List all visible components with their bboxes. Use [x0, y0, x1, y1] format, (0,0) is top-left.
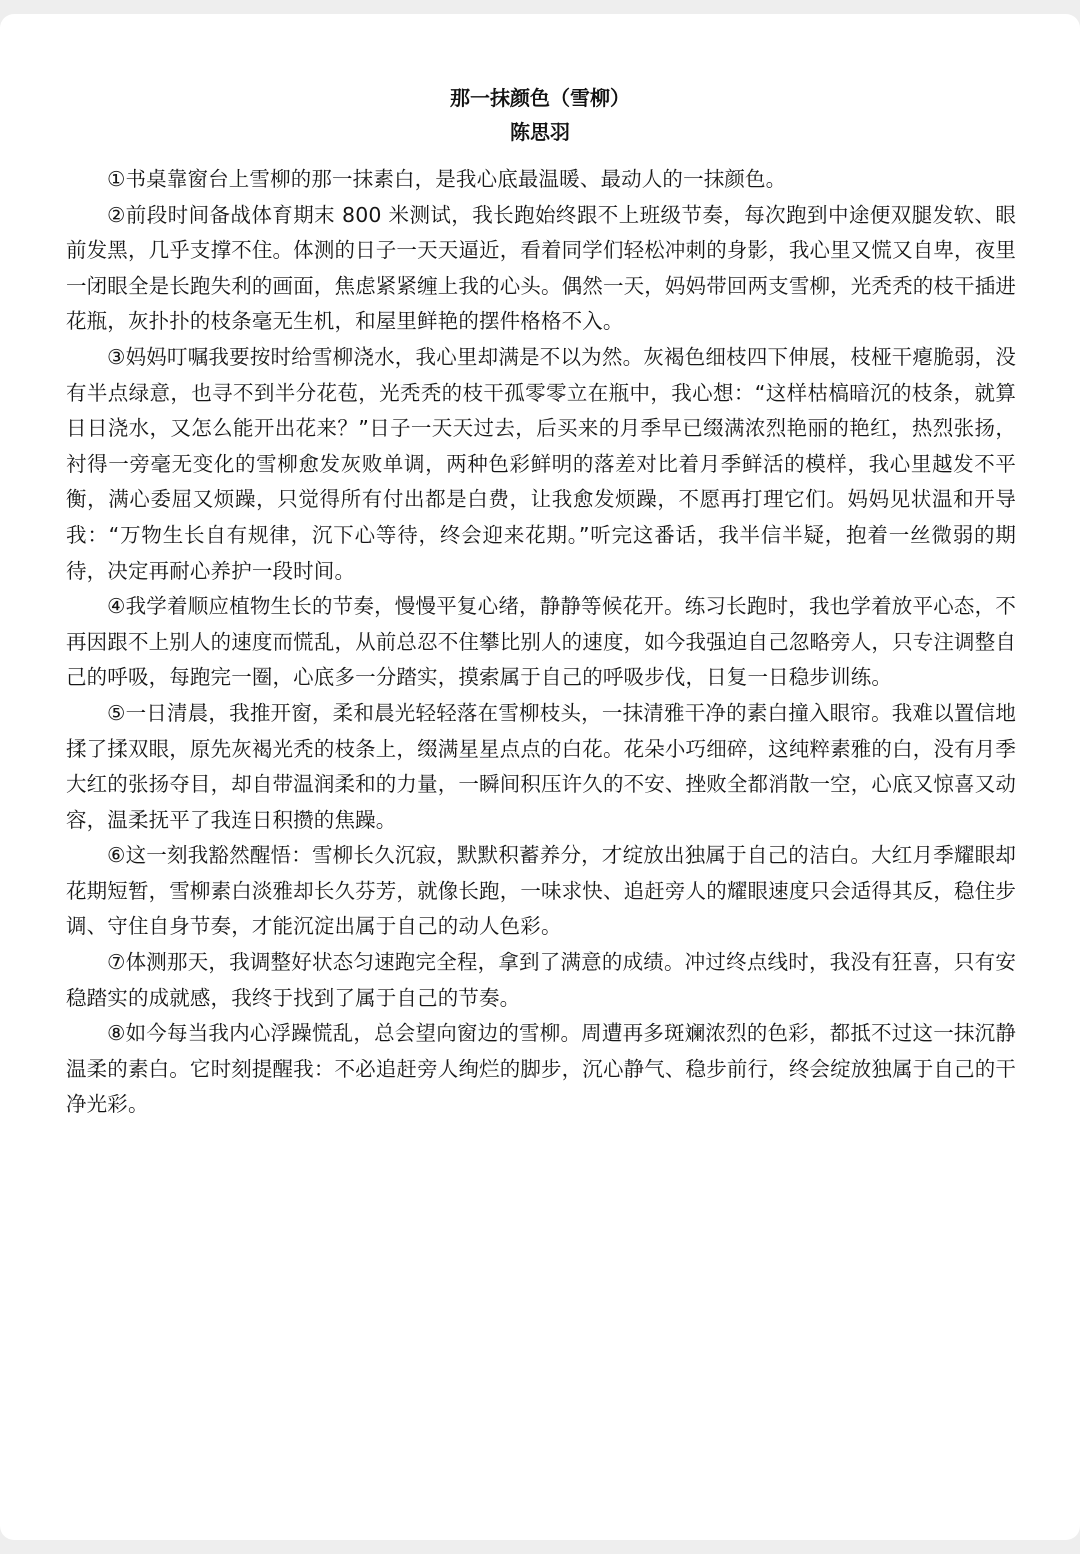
- paragraph-7: ⑦体测那天，我调整好状态匀速跑完全程，拿到了满意的成绩。冲过终点线时，我没有狂喜，只有安稳踏实的成就感，我终于找到了属于自己的节奏。: [66, 950, 1016, 1010]
- paragraph-3: ③妈妈叮嘱我要按时给雪柳浇水，我心里却满是不以为然。灰褐色细枝四下伸展，枝桠干瘪脆弱，没有半点绿意，也寻不到半分花苞，光秃秃的枝干孤零零立在瓶中，我心想：“这样枯槁暗沉的枝条，就算日日浇水，又怎么能开出花来？”日子一天天过去，后买来的月季早已缀满浓烈艳丽的艳红，热烈张扬，衬得一旁毫无变化的雪柳愈发灰败单调，两种色彩鲜明的落差对比着月季鲜活的模样，我心里越发不平衡，满心委屈又烦躁，只觉得所有付出都是白费，让我愈发烦躁，不愿再打理它们。妈妈见状温和开导我：“万物生长自有规律，沉下心等待，终会迎来花期。”听完这番话，我半信半疑，抱着一丝微弱的期待，决定再耐心养护一段时间。: [66, 344, 1016, 583]
- document-author: 陈思羽: [510, 120, 570, 144]
- paragraph-6: ⑥这一刻我豁然醒悟：雪柳长久沉寂，默默积蓄养分，才绽放出独属于自己的洁白。大红月季耀眼却花期短暂，雪柳素白淡雅却长久芬芳，就像长跑，一味求快、追赶旁人的耀眼速度只会适得其反，稳住步调、守住自身节奏，才能沉淀出属于自己的动人色彩。: [66, 843, 1016, 939]
- paragraph-1: ①书桌靠窗台上雪柳的那一抹素白，是我心底最温暖、最动人的一抹颜色。: [107, 167, 787, 191]
- document-body: [66, 162, 1016, 1123]
- paragraph-5: ⑤一日清晨，我推开窗，柔和晨光轻轻落在雪柳枝头，一抹清雅干净的素白撞入眼帘。我难以置信地揉了揉双眼，原先灰褐光秃的枝条上，缀满星星点点的白花。花朵小巧细碎，这纯粹素雅的白，没有月季大红的张扬夺目，却自带温润柔和的力量，一瞬间积压许久的不安、挫败全都消散一空，心底又惊喜又动容，温柔抚平了我连日积攒的焦躁。: [66, 700, 1016, 832]
- document-title: 那一抹颜色（雪柳）: [450, 86, 630, 110]
- paragraph-4: ④我学着顺应植物生长的节奏，慢慢平复心绪，静静等候花开。练习长跑时，我也学着放平心态，不再因跟不上别人的速度而慌乱，从前总忍不住攀比别人的速度，如今我强迫自己忽略旁人，只专注调整自己的呼吸，每跑完一圈，心底多一分踏实，摸索属于自己的呼吸步伐，日复一日稳步训练。: [66, 594, 1016, 690]
- paragraph-2: ②前段时间备战体育期末 800 米测试，我长跑始终跟不上班级节奏，每次跑到中途便双腿发软、眼前发黑，几乎支撑不住。体测的日子一天天逼近，看着同学们轻松冲刺的身影，我心里又慌又自卑，夜里一闭眼全是长跑失利的画面，焦虑紧紧缠上我的心头。偶然一天，妈妈带回两支雪柳，光秃秃的枝干插进花瓶，灰扑扑的枝条毫无生机，和屋里鲜艳的摆件格格不入。: [66, 202, 1016, 334]
- document-page: [0, 14, 1080, 1540]
- paragraph-8: ⑧如今每当我内心浮躁慌乱，总会望向窗边的雪柳。周遭再多斑斓浓烈的色彩，都抵不过这一抹沉静温柔的素白。它时刻提醒我：不必追赶旁人绚烂的脚步，沉心静气、稳步前行，终会绽放独属于自己的干净光彩。: [66, 1021, 1016, 1117]
